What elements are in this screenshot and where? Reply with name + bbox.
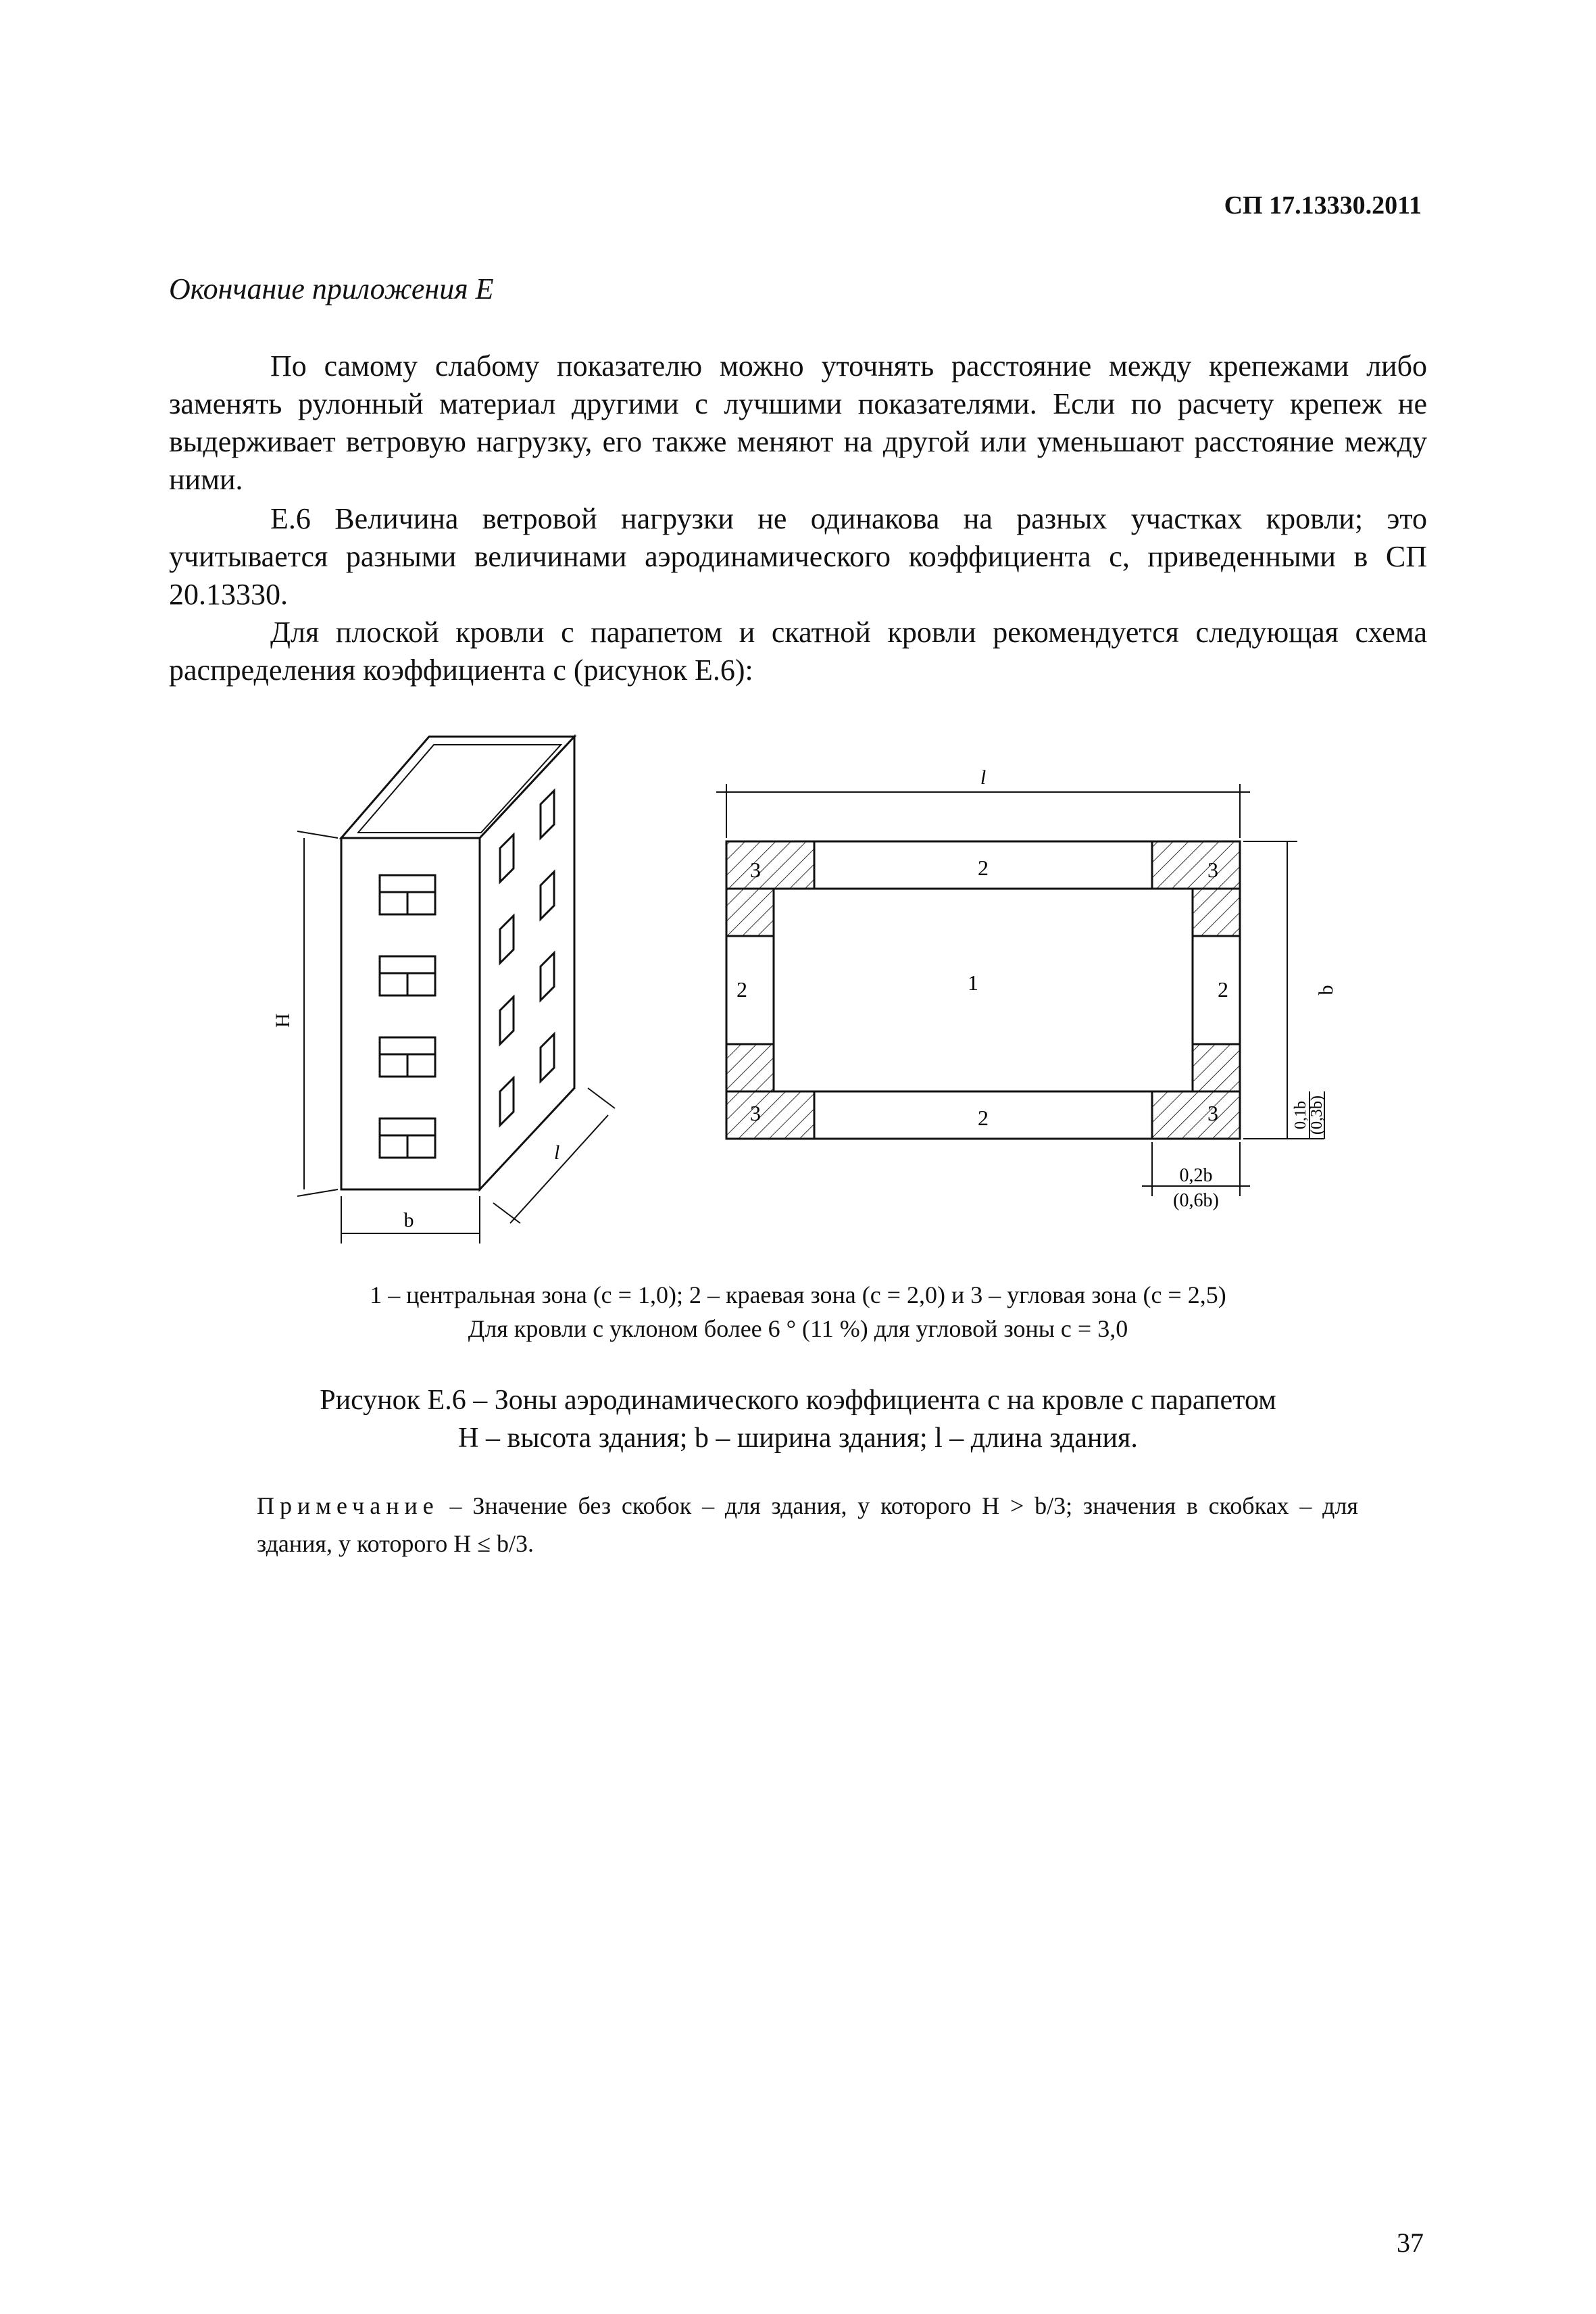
- building-front-face: [341, 838, 480, 1189]
- corner-zone-tl: [726, 841, 814, 889]
- building-label-b: b: [403, 1209, 414, 1231]
- paragraph-3: Для плоской кровли с парапетом и скатной кровли рекомендуется следующая схема распределения коэффициента c (рисунок Е.6):: [169, 616, 1427, 687]
- edge-zone-top-label: 2: [978, 856, 989, 880]
- figure-caption-notation: H – высота здания; b – ширина здания; l – длина здания.: [458, 1423, 1138, 1454]
- corner-zone-tl-label: 3: [750, 858, 761, 882]
- plan-label-b: b: [1315, 985, 1337, 995]
- building-drawing: [297, 737, 615, 1244]
- dim-0-1b-label: 0,1b: [1292, 1101, 1310, 1129]
- building-label-H: H: [272, 1013, 294, 1028]
- corner-zone-br-2: [1193, 1044, 1240, 1091]
- figure-caption: Рисунок Е.6 – Зоны аэродинамического коэффициента c на кровле с парапетом: [320, 1385, 1276, 1416]
- legend-zones: 1 – центральная зона (c = 1,0); 2 – краевая зона (c = 2,0) и 3 – угловая зона (c = 2,5): [370, 1281, 1226, 1308]
- corner-zone-tr: [1152, 841, 1240, 889]
- corner-zone-br-label: 3: [1207, 1101, 1218, 1125]
- corner-zone-bl-2: [726, 1044, 774, 1091]
- corner-zone-bl: [726, 1091, 814, 1139]
- edge-zone-right-label: 2: [1218, 977, 1228, 1002]
- figure-e6: [0, 730, 1596, 1284]
- center-zone-label: 1: [968, 970, 978, 995]
- dimension-H: [297, 831, 338, 1196]
- edge-zone-left-label: 2: [737, 977, 747, 1002]
- corner-zone-tr-2: [1193, 889, 1240, 936]
- corner-zone-br: [1152, 1091, 1240, 1139]
- section-title: Окончание приложения Е: [169, 272, 494, 305]
- building-label-l: l: [554, 1141, 560, 1164]
- corner-zone-tr-label: 3: [1207, 858, 1218, 882]
- plan-label-l: l: [980, 766, 987, 789]
- paragraph-1: По самому слабому показателю можно уточнять расстояние между крепежами либо заменять рулонный материал другими с лучшими показателями. Если по расчету крепеж не выдерживает ветровую нагрузку, его также меняют на другой или уменьшают расстояние между ними.: [169, 349, 1427, 496]
- corner-zone-tl-2: [726, 889, 774, 936]
- dim-0-2b-label: 0,2b: [1179, 1165, 1213, 1186]
- central-zone: [774, 889, 1193, 1091]
- note-label: Примечание: [257, 1492, 439, 1519]
- dim-0-3b-label: (0,3b): [1308, 1096, 1326, 1135]
- roof-plan: [726, 841, 1240, 1139]
- page-number: 37: [1397, 2227, 1424, 2258]
- note: [257, 1487, 1358, 1562]
- legend-slope: Для кровли с уклоном более 6 ° (11 %) для угловой зоны c = 3,0: [468, 1315, 1128, 1342]
- edge-zone-bottom-label: 2: [978, 1106, 989, 1130]
- dim-0-6b-label: (0,6b): [1173, 1190, 1219, 1211]
- corner-zone-bl-label: 3: [750, 1101, 761, 1125]
- note-text: – Значение без скобок – для здания, у которого H > b/3; значения в скобках – для здания, у которого H ≤ b/3.: [257, 1492, 1358, 1557]
- document-code: СП 17.13330.2011: [1224, 191, 1422, 220]
- paragraph-2: Е.6 Величина ветровой нагрузки не одинакова на разных участках кровли; это учитывается разными величинами аэродинамического коэффициента c, приведенными в СП 20.13330.: [169, 502, 1427, 611]
